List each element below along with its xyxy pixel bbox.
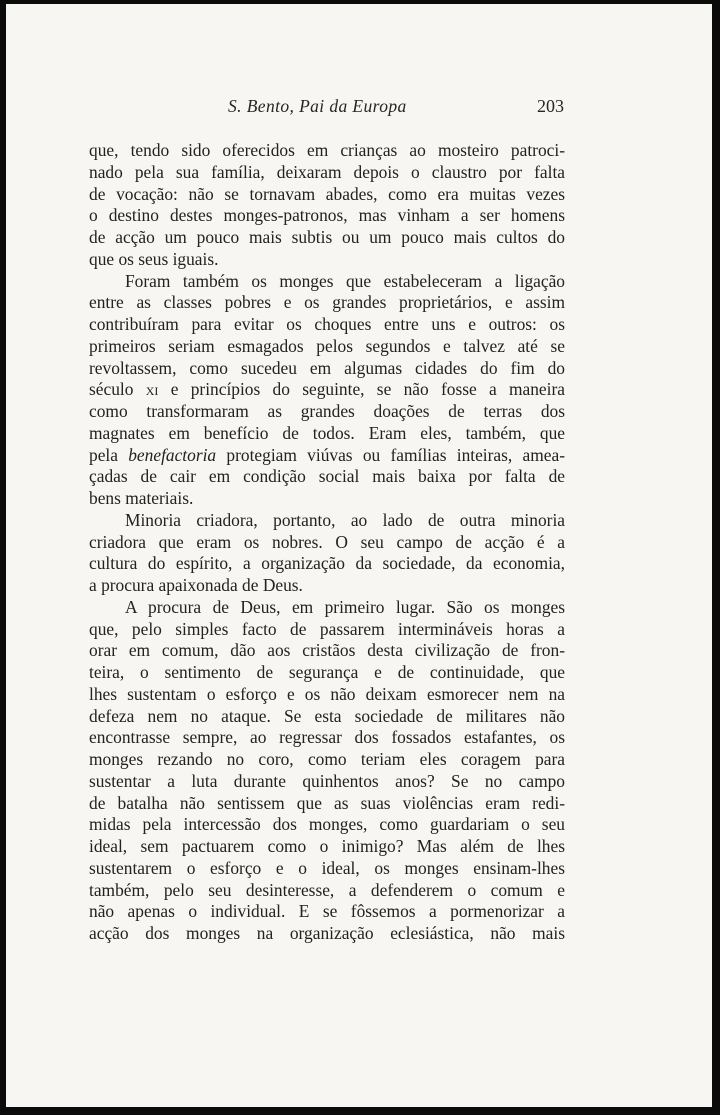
- text-line: sustentarem o esforço e o ideal, os monges ensinam-lhes: [89, 857, 565, 878]
- text-line: teira, o sentimento de segurança e de continuidade, que: [89, 662, 565, 682]
- text-run: pela: [89, 444, 118, 465]
- paragraph-1: [89, 140, 565, 271]
- text-line: que, pelo simples facto de passarem intermináveis horas a: [89, 618, 565, 639]
- paragraph-2: [89, 271, 565, 510]
- running-title: S. Bento, Pai da Europa: [228, 96, 407, 116]
- text-line: de batalha não sentissem que as suas violências eram redi-: [89, 792, 565, 813]
- text-line: [89, 379, 565, 401]
- text-line: também, pelo seu desinteresse, a defenderem o comum e: [89, 879, 565, 900]
- text-line: sustentar a luta durante quinhentos anos? Se no campo: [89, 770, 565, 791]
- text-line: que, tendo sido oferecidos em crianças ao mosteiro patroci-: [89, 140, 565, 160]
- text-line: entre as classes pobres e os grandes proprietários, e assim: [89, 292, 565, 313]
- text-line: A procura de Deus, em primeiro lugar. São os monges: [125, 596, 565, 617]
- text-line: primeiros seriam esmagados pelos segundos e talvez até se: [89, 335, 565, 356]
- paragraph-3: [89, 510, 565, 597]
- text-line: como transformaram as grandes doações de terras dos: [89, 401, 565, 421]
- italic-term: benefactoria: [128, 444, 217, 465]
- text-line: monges rezando no coro, como teriam eles coragem para: [89, 749, 565, 769]
- running-head: [6, 96, 712, 122]
- text-line: cultura do espírito, a organização da sociedade, da economia,: [89, 553, 565, 574]
- text-line: lhes sustentam o esforço e os não deixam esmorecer nem na: [89, 683, 565, 704]
- text-line: encontrasse sempre, ao regressar dos fossados estafantes, os: [89, 727, 565, 748]
- text-line: çadas de cair em condição social mais baixa por falta de: [89, 466, 565, 487]
- text-run: século: [89, 379, 134, 400]
- text-line: revoltassem, como sucedeu em algumas cidades do fim do: [89, 357, 565, 378]
- text-line: orar em comum, dão aos cristãos desta civilização de fron-: [89, 640, 565, 661]
- text-run: protegiam viúvas ou famílias inteiras, amea-: [226, 444, 565, 465]
- text-line: acção dos monges na organização eclesiástica, não mais: [89, 923, 565, 943]
- text-line: bens materiais.: [89, 488, 194, 508]
- text-line: contribuíram para evitar os choques entre uns e outros: os: [89, 314, 565, 334]
- text-line: nado pela sua família, deixaram depois o claustro por falta: [89, 161, 565, 182]
- text-line: que os seus iguais.: [89, 248, 219, 269]
- text-line: midas pela intercessão dos monges, como guardariam o seu: [89, 814, 565, 835]
- page-number: 203: [537, 96, 564, 116]
- text-line: defeza nem no ataque. Se esta sociedade de militares não: [89, 705, 565, 726]
- text-line: de acção um pouco mais subtis ou um pouco mais cultos do: [89, 227, 565, 247]
- text-line: criadora que eram os nobres. O seu campo de acção é a: [89, 531, 565, 552]
- body-text: [89, 140, 565, 945]
- text-line: a procura apaixonada de Deus.: [89, 575, 303, 595]
- paragraph-4: [89, 597, 565, 945]
- text-line: [89, 445, 565, 467]
- text-line: o destino destes monges-patronos, mas vinham a ser homens: [89, 205, 565, 226]
- text-line: de vocação: não se tornavam abades, como era muitas vezes: [89, 183, 565, 204]
- text-line: Minoria criadora, portanto, ao lado de outra minoria: [125, 509, 565, 530]
- text-line: Foram também os monges que estabeleceram a ligação: [125, 270, 565, 291]
- text-line: ideal, sem pactuarem como o inimigo? Mas além de lhes: [89, 836, 565, 856]
- text-run: e princípios do seguinte, se não fosse a maneira: [170, 379, 565, 400]
- text-line: magnates em benefício de todos. Eram eles, também, que: [89, 422, 565, 443]
- roman-numeral: xi: [145, 379, 159, 400]
- book-page: [6, 4, 712, 1107]
- text-line: não apenas o individual. E se fôssemos a pormenorizar a: [89, 901, 565, 922]
